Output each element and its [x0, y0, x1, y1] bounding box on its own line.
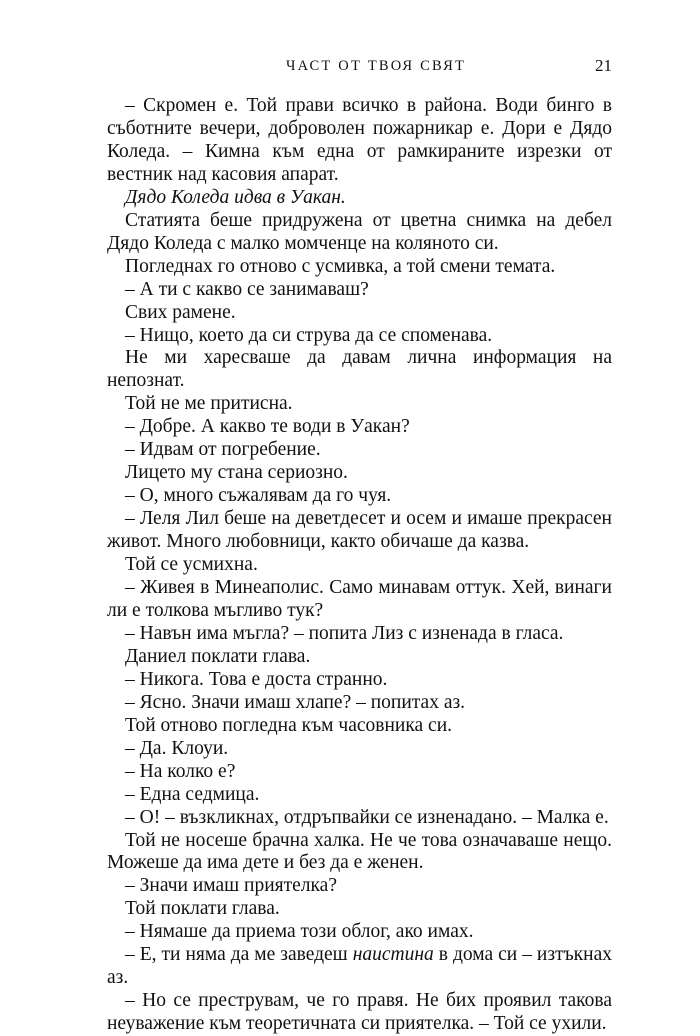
paragraph: Не ми харесваше да давам лична информация на непознат. [107, 347, 612, 392]
dialogue-line: – Нищо, което да си струва да се споменава. [125, 324, 493, 346]
dialogue-line: – Добре. А какво те води в Уакан? [125, 416, 410, 438]
page-number: 21 [595, 56, 612, 75]
dialogue-text-after: в дома си – изтъкнах аз. [107, 944, 612, 989]
paragraph: Той се усмихна. [125, 554, 258, 576]
dialogue-line: – Никога. Това е доста странно. [125, 668, 388, 690]
paragraph: Той поклати глава. [125, 898, 280, 920]
dialogue-line: – Но се преструвам, че го правя. Не бих проявил такова неуважение към теоретичната си приятелка. – Той се ухили. [107, 990, 612, 1035]
dialogue-line: – Значи имаш приятелка? [125, 875, 337, 897]
newspaper-headline: Дядо Коледа идва в Уакан. [125, 186, 346, 208]
emphasized-word: наистина [352, 944, 434, 966]
paragraph: – Скромен е. Той прави всичко в района. Води бинго в съботните вечери, доброволен пожарникар е. Дори е Дядо Коледа. – Кимна към една от рамкираните изрезки от вестник над касовия апарат. [107, 95, 612, 185]
paragraph: Той не носеше брачна халка. Не че това означаваше нещо. Можеше да има дете и без да е женен. [107, 829, 612, 874]
paragraph: Той отново погледна към часовника си. [125, 714, 453, 736]
dialogue-text-before: – Е, ти няма да ме заведеш [125, 944, 353, 966]
dialogue-line: – Идвам от погребение. [125, 439, 321, 461]
dialogue-line: – На колко е? [125, 760, 236, 782]
body-text [107, 95, 612, 1036]
running-header [112, 54, 612, 78]
dialogue-line: – Леля Лил беше на деветдесет и осем и имаше прекрасен живот. Много любовници, както обичаше да казва. [107, 508, 612, 553]
dialogue-line: – Нямаше да приема този облог, ако имах. [125, 921, 474, 943]
dialogue-line: – О, много съжалявам да го чуя. [125, 485, 392, 507]
paragraph: Свих рамене. [125, 301, 236, 323]
dialogue-line: – Живея в Минеаполис. Само минавам оттук. Хей, винаги ли е толкова мъгливо тук? [107, 577, 612, 621]
dialogue-line-with-emphasis [107, 944, 612, 990]
paragraph: Той не ме притисна. [125, 393, 293, 415]
dialogue-line: – Да. Клоуи. [125, 737, 229, 759]
paragraph: Даниел поклати глава. [125, 645, 311, 667]
paragraph: Погледнах го отново с усмивка, а той смени темата. [125, 255, 556, 277]
dialogue-line: – А ти с какво се занимаваш? [125, 278, 369, 300]
dialogue-line: – Ясно. Значи имаш хлапе? – попитах аз. [125, 691, 466, 713]
paragraph: Лицето му стана сериозно. [125, 462, 348, 484]
book-title: ЧАСТ ОТ ТВОЯ СВЯТ [285, 58, 467, 74]
dialogue-line: – Една седмица. [125, 783, 260, 805]
dialogue-line: – О! – възкликнах, отдръпвайки се изненадано. – Малка е. [125, 806, 609, 828]
dialogue-line: – Навън има мъгла? – попита Лиз с изненада в гласа. [125, 622, 564, 644]
paragraph: Статията беше придружена от цветна снимка на дебел Дядо Коледа с малко момченце на коляното си. [107, 209, 612, 254]
